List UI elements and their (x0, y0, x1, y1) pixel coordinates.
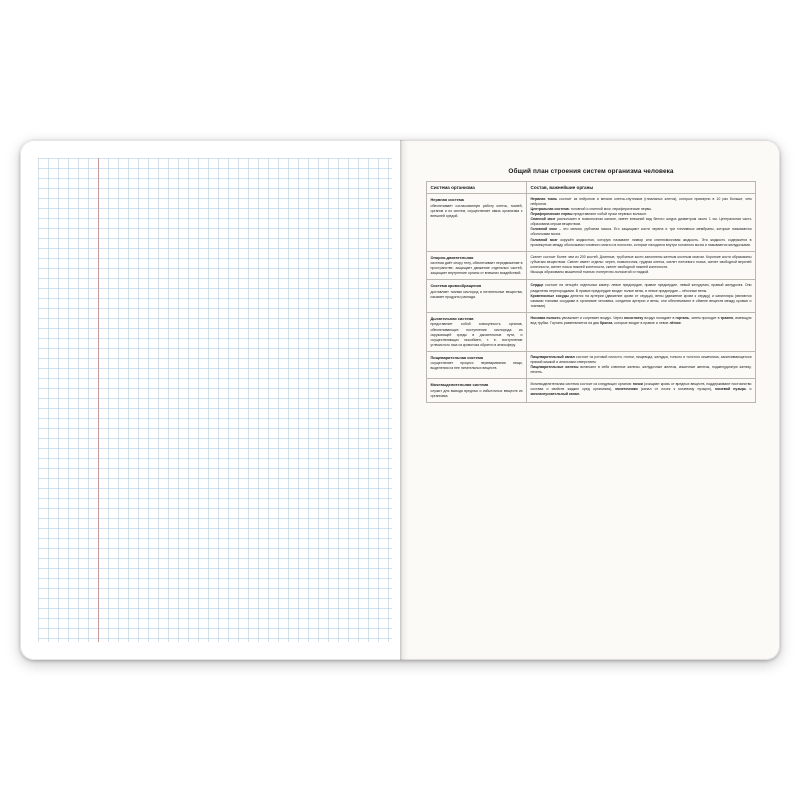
table-header-row (427, 182, 756, 194)
system-name-cell: Опорно-двигательная система даёт опору телу, обеспечивает передвижение в пространстве, защищает движение отдельных частей, защищает внутренние органы от внешних воздействий. (427, 251, 527, 280)
notebook-binding (400, 140, 402, 660)
table-row (427, 351, 756, 378)
column-header-composition: Состав, важнейшие органы (527, 182, 756, 194)
system-name-cell: Нервная система обеспечивает согласованную работу клеток, тканей, органов и их систем, осуществляет связь организма с внешней средой. (427, 194, 527, 252)
system-name-cell: Система кровообращения доставляет тканям кислород и питательные вещества, изымает продукты распада. (427, 280, 527, 312)
system-name-cell: Мочевыделительная система служит для вывода вредных и избыточных веществ из организма. (427, 379, 527, 403)
table-row (427, 251, 756, 280)
systems-table (426, 181, 756, 403)
system-name: Нервная система (430, 197, 464, 202)
table-row (427, 194, 756, 252)
open-notebook (20, 140, 780, 660)
composition-cell: Сердце состоит на четырёх отдельных камер: левое предсердие, правое предсердие, левый желудочек, правый желудочек. Они разделены перегородками. В правое предсердие входят полые вены, в левое предсердие – лёгочные вены. Кровеносные сосуды делятся на артерии (движение крови от сердца), вены (движение крови к сердцу) и капилляры (являются самыми тонкими сосудами в организме человека, соединяя артерии и вены, они обеспечивают в обмене веществ между кровью и тканями). (527, 280, 756, 312)
table-row (427, 312, 756, 351)
composition-cell: Скелет состоит более чем из 200 костей. Длинные, трубчатые кости заполнены желтым костным мозгом. Короткие кости образованы губчатым веществом. Скелет имеет отделы: череп, позвоночник, грудная клетка, скелет плечевого пояса, скелет свободной верхней конечности, скелет пояса нижней конечности, скелет свободной нижней конечности. Мышцы образованы мышечной тканью: поперечно-полосатой и гладкой. (527, 251, 756, 280)
system-name-cell: Дыхательная система представляет собой совокупность органов, обеспечивающих поступление кислорода из окружающей среды в дыхательные пути, и осуществляющих газообмен, т. е. поступление углекислого газа из кровотока обратно в атмосферу. (427, 312, 527, 351)
table-row (427, 379, 756, 403)
system-name: Пищеварительная система (430, 354, 483, 360)
column-header-system: Система организма (427, 182, 527, 194)
left-grid-page (20, 140, 400, 660)
composition-cell: Нервная ткань состоит из нейронов и мелких клеток-спутников (глиальных клеток), которых примерно в 10 раз больше, чем нейронов. Центральная система: головной и спинной мозг, периферические нервы. Периферические нервы представляют собой пучки нервных волокон. Спинной мозг расположен в позвоночном канале, имеет внешний вид белого шнура диаметром около 1 см. Центральная часть образована серым веществом. Головной мозг – это мягкая, рубчатая масса. Его защищают кости черепа и три топливных мембраны, которые называются оболочками мозга. Головной мозг окружён жидкостью, которую называют ликвор или спинномозговая жидкость. Эта жидкость содержится в промежутках между оболочками головного мозга и в полостях, которые находятся внутри головного мозга и называются желудочками. (527, 194, 756, 252)
margin-rule-line (98, 158, 99, 642)
system-name: Опорно-двигательная (430, 254, 474, 260)
system-name: Система кровообращения (430, 283, 482, 289)
table-body (427, 194, 756, 403)
composition-cell: Мочевыделительная система состоит из следующих органов: почки (очищают кровь от вредных веществ, поддерживают постоянство состава и свойств жидких сред организма), мочеточники (канал от почек к мочевому пузырю), мочевой пузырь и мочеиспускательный канал. (527, 379, 756, 403)
composition-cell: Пищеварительный канал состоит из ротовой полости, глотки, пищевода, желудка, тонкого и толстого кишечника, заканчивающегося прямой кишкой и анальным отверстием. Пищеварительные железы включают в себя слюнные железы, желудочные железы, кишечные железы, поджелудочную железу, печень. (527, 351, 756, 378)
right-reference-page (400, 140, 780, 660)
system-name: Дыхательная система (430, 315, 474, 321)
system-name-cell: Пищеварительная система осуществляет процесс переваривания пищи, выделения из нее питательных веществ. (427, 351, 527, 378)
table-row (427, 280, 756, 312)
page-title: Общий план строения систем организма человека (508, 168, 674, 175)
system-name: Мочевыделительная система (430, 382, 489, 387)
composition-cell: Носовая полость увлажняет и согревает воздух. Через носоглотку воздух попадает в гортань, затем проходит в трахею, имеющую вид трубки. Гортань разветвляется на два бронха, которые входят в правое и левое лёгкое. (527, 312, 756, 351)
